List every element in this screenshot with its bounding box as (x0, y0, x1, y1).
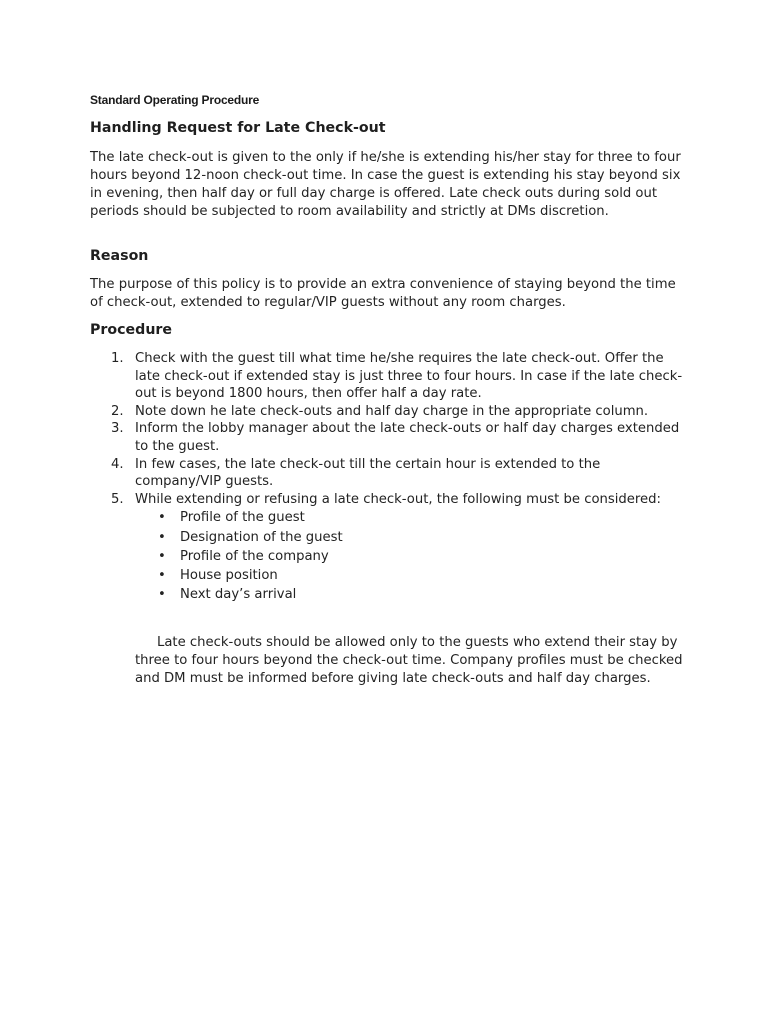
step-number: 4. (111, 456, 124, 472)
closing-paragraph: Late check-outs should be allowed only to the guests who extend their stay by three to four hours beyond the check-out time. Company profiles must be checked and DM must be informed before giving late check-outs and half day charges. (135, 635, 683, 686)
reason-heading: Reason (90, 248, 149, 264)
reason-paragraph: The purpose of this policy is to provide an extra convenience of staying beyond the time of check-out, extended to regular/VIP guests without any room charges. (90, 277, 676, 310)
procedure-step (90, 350, 690, 403)
procedure-step (90, 403, 690, 421)
step-number: 3. (111, 421, 124, 437)
consideration-item (135, 585, 690, 604)
consideration-text: Next day’s arrival (180, 587, 297, 603)
step-text: Check with the guest till what time he/she requires the late check-out. Offer the late check-out if extended stay is just three to four hours. In case if the late check-out is beyond 1800 hours, then offer half a day rate. (135, 351, 683, 402)
procedure-step (90, 456, 690, 491)
procedure-step (90, 491, 690, 605)
bullet-icon: • (158, 510, 166, 526)
consideration-text: Designation of the guest (180, 529, 343, 545)
intro-paragraph: The late check-out is given to the only if he/she is extending his/her stay for three to four hours beyond 12-noon check-out time. In case the guest is extending his stay beyond six in evening, then half day or full day charge is offered. Late check outs during sold out periods should be subjected to room availability and strictly at DMs discretion. (90, 150, 681, 219)
considerations-list (135, 508, 690, 604)
bullet-icon: • (158, 567, 166, 583)
bullet-icon: • (158, 587, 166, 603)
procedure-step (90, 420, 690, 455)
bullet-icon: • (158, 529, 166, 545)
step-text: In few cases, the late check-out till the certain hour is extended to the company/VIP guests. (135, 456, 601, 490)
consideration-text: Profile of the company (180, 548, 329, 564)
consideration-item (135, 508, 690, 527)
procedure-heading: Procedure (90, 322, 173, 338)
bullet-icon: • (158, 548, 166, 564)
consideration-text: Profile of the guest (180, 510, 305, 526)
step-number: 5. (111, 491, 124, 507)
step-text: While extending or refusing a late check-out, the following must be considered: (135, 491, 661, 507)
procedure-steps-list (90, 350, 690, 604)
document-title: Handling Request for Late Check-out (90, 120, 386, 136)
consideration-text: House position (180, 567, 278, 583)
consideration-item (135, 566, 690, 585)
document-header-label: Standard Operating Procedure (90, 93, 260, 107)
step-number: 2. (111, 403, 124, 419)
step-text: Note down he late check-outs and half day charge in the appropriate column. (135, 403, 649, 419)
step-text: Inform the lobby manager about the late check-outs or half day charges extended to the guest. (135, 421, 680, 454)
step-number: 1. (111, 351, 124, 366)
consideration-item (135, 528, 690, 547)
consideration-item (135, 547, 690, 566)
